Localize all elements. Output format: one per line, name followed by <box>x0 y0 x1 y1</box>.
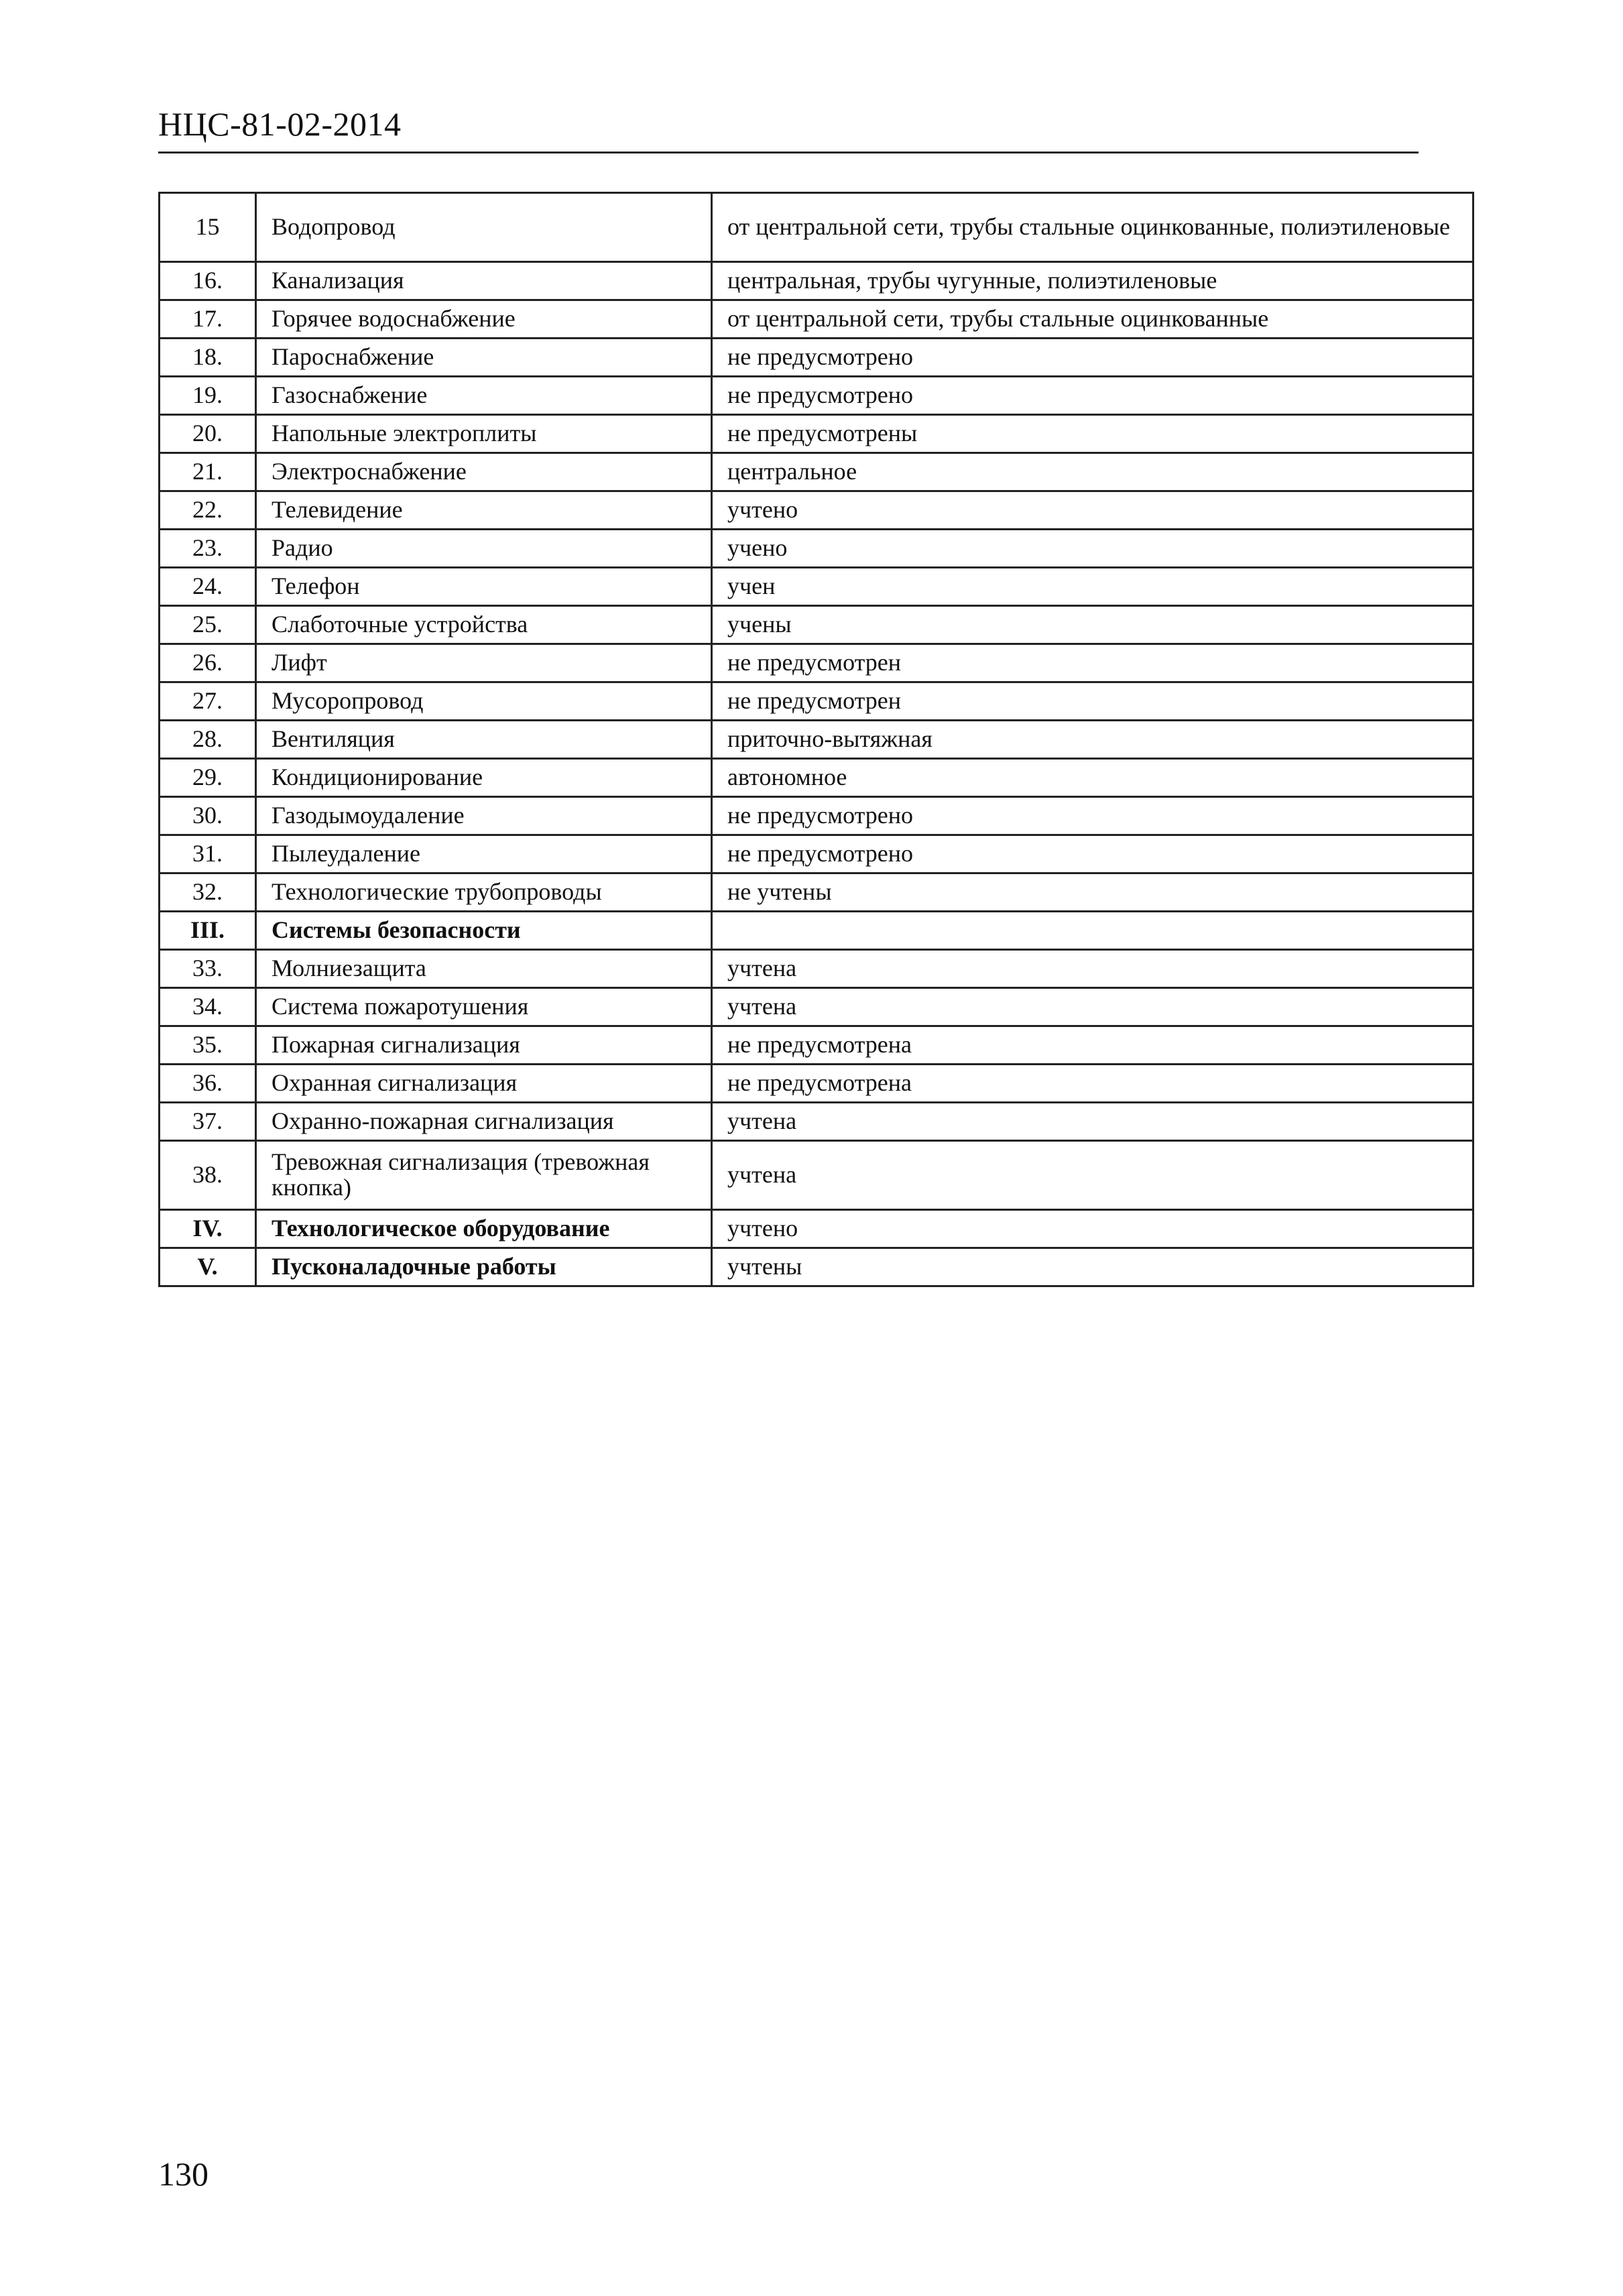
table-row <box>160 797 1474 835</box>
row-name: Тревожная сигнализация (тревожная кнопка) <box>256 1141 712 1210</box>
row-name: Мусоропровод <box>256 682 712 721</box>
row-value: учтены <box>712 1248 1474 1286</box>
row-name: Телефон <box>256 568 712 606</box>
row-name: Газодымоудаление <box>256 797 712 835</box>
row-name: Водопровод <box>256 193 712 262</box>
row-number: 33. <box>160 950 256 988</box>
row-value: не учтены <box>712 873 1474 912</box>
row-value: учены <box>712 606 1474 644</box>
row-number: 37. <box>160 1103 256 1141</box>
row-number: 16. <box>160 262 256 300</box>
table-row <box>160 193 1474 262</box>
row-value: не предусмотрен <box>712 682 1474 721</box>
row-number: 22. <box>160 491 256 530</box>
table-row <box>160 1026 1474 1065</box>
table-row <box>160 873 1474 912</box>
table-row <box>160 1103 1474 1141</box>
table-row <box>160 377 1474 415</box>
row-name: Кондиционирование <box>256 759 712 797</box>
row-name: Напольные электроплиты <box>256 415 712 453</box>
row-number: 28. <box>160 721 256 759</box>
row-value: учен <box>712 568 1474 606</box>
row-name: Охранная сигнализация <box>256 1065 712 1103</box>
row-name: Телевидение <box>256 491 712 530</box>
row-number: 38. <box>160 1141 256 1210</box>
table-row <box>160 300 1474 339</box>
row-value: не предусмотрено <box>712 339 1474 377</box>
row-number: 24. <box>160 568 256 606</box>
table-body <box>160 193 1474 1286</box>
table-row <box>160 950 1474 988</box>
row-value: учтена <box>712 988 1474 1026</box>
row-number: 20. <box>160 415 256 453</box>
table-row <box>160 339 1474 377</box>
row-value: учтена <box>712 1141 1474 1210</box>
row-name: Технологическое оборудование <box>256 1210 712 1248</box>
row-name: Охранно-пожарная сигнализация <box>256 1103 712 1141</box>
table-row <box>160 530 1474 568</box>
table-row <box>160 988 1474 1026</box>
row-number: V. <box>160 1248 256 1286</box>
row-name: Система пожаротушения <box>256 988 712 1026</box>
table-row <box>160 606 1474 644</box>
row-value: учено <box>712 530 1474 568</box>
row-number: 23. <box>160 530 256 568</box>
document-code: НЦС-81-02-2014 <box>158 105 402 143</box>
row-name: Пусконаладочные работы <box>256 1248 712 1286</box>
row-number: IV. <box>160 1210 256 1248</box>
row-number: 32. <box>160 873 256 912</box>
table-row <box>160 644 1474 682</box>
row-name: Системы безопасности <box>256 912 712 950</box>
row-number: 19. <box>160 377 256 415</box>
row-value: учтено <box>712 491 1474 530</box>
row-number: 29. <box>160 759 256 797</box>
table-row <box>160 453 1474 491</box>
row-name: Горячее водоснабжение <box>256 300 712 339</box>
specification-table <box>158 192 1474 1287</box>
row-name: Пылеудаление <box>256 835 712 873</box>
row-name: Молниезащита <box>256 950 712 988</box>
table-row <box>160 682 1474 721</box>
row-value: не предусмотрено <box>712 377 1474 415</box>
row-value: центральная, трубы чугунные, полиэтиленовые <box>712 262 1474 300</box>
row-name: Слаботочные устройства <box>256 606 712 644</box>
table-row <box>160 759 1474 797</box>
row-value: центральное <box>712 453 1474 491</box>
row-number: 25. <box>160 606 256 644</box>
row-number: 35. <box>160 1026 256 1065</box>
row-value: не предусмотрено <box>712 797 1474 835</box>
row-number: 17. <box>160 300 256 339</box>
row-number: 36. <box>160 1065 256 1103</box>
row-number: 18. <box>160 339 256 377</box>
row-number: 31. <box>160 835 256 873</box>
table-section-row <box>160 912 1474 950</box>
row-name: Газоснабжение <box>256 377 712 415</box>
row-value: не предусмотрена <box>712 1026 1474 1065</box>
row-value: автономное <box>712 759 1474 797</box>
row-value: не предусмотрены <box>712 415 1474 453</box>
table-row <box>160 491 1474 530</box>
row-name: Пароснабжение <box>256 339 712 377</box>
row-value: от центральной сети, трубы стальные оцинкованные, полиэтиленовые <box>712 193 1474 262</box>
row-number: 15 <box>160 193 256 262</box>
header-divider <box>158 152 1419 154</box>
row-value: не предусмотрена <box>712 1065 1474 1103</box>
table-section-row <box>160 1248 1474 1286</box>
table-row <box>160 568 1474 606</box>
row-number: 26. <box>160 644 256 682</box>
table-row <box>160 1141 1474 1210</box>
row-value <box>712 912 1474 950</box>
table-row <box>160 721 1474 759</box>
row-value: не предусмотрен <box>712 644 1474 682</box>
row-name: Пожарная сигнализация <box>256 1026 712 1065</box>
row-number: 30. <box>160 797 256 835</box>
row-name: Радио <box>256 530 712 568</box>
row-value: от центральной сети, трубы стальные оцинкованные <box>712 300 1474 339</box>
row-value: приточно-вытяжная <box>712 721 1474 759</box>
row-value: учтено <box>712 1210 1474 1248</box>
table-row <box>160 415 1474 453</box>
table-row <box>160 835 1474 873</box>
page-number: 130 <box>158 2155 208 2193</box>
row-number: 21. <box>160 453 256 491</box>
table-row <box>160 262 1474 300</box>
row-name: Лифт <box>256 644 712 682</box>
row-value: учтена <box>712 950 1474 988</box>
row-number: III. <box>160 912 256 950</box>
row-name: Вентиляция <box>256 721 712 759</box>
row-number: 34. <box>160 988 256 1026</box>
row-name: Технологические трубопроводы <box>256 873 712 912</box>
row-name: Канализация <box>256 262 712 300</box>
row-name: Электроснабжение <box>256 453 712 491</box>
row-value: учтена <box>712 1103 1474 1141</box>
table-section-row <box>160 1210 1474 1248</box>
row-number: 27. <box>160 682 256 721</box>
row-value: не предусмотрено <box>712 835 1474 873</box>
table-row <box>160 1065 1474 1103</box>
